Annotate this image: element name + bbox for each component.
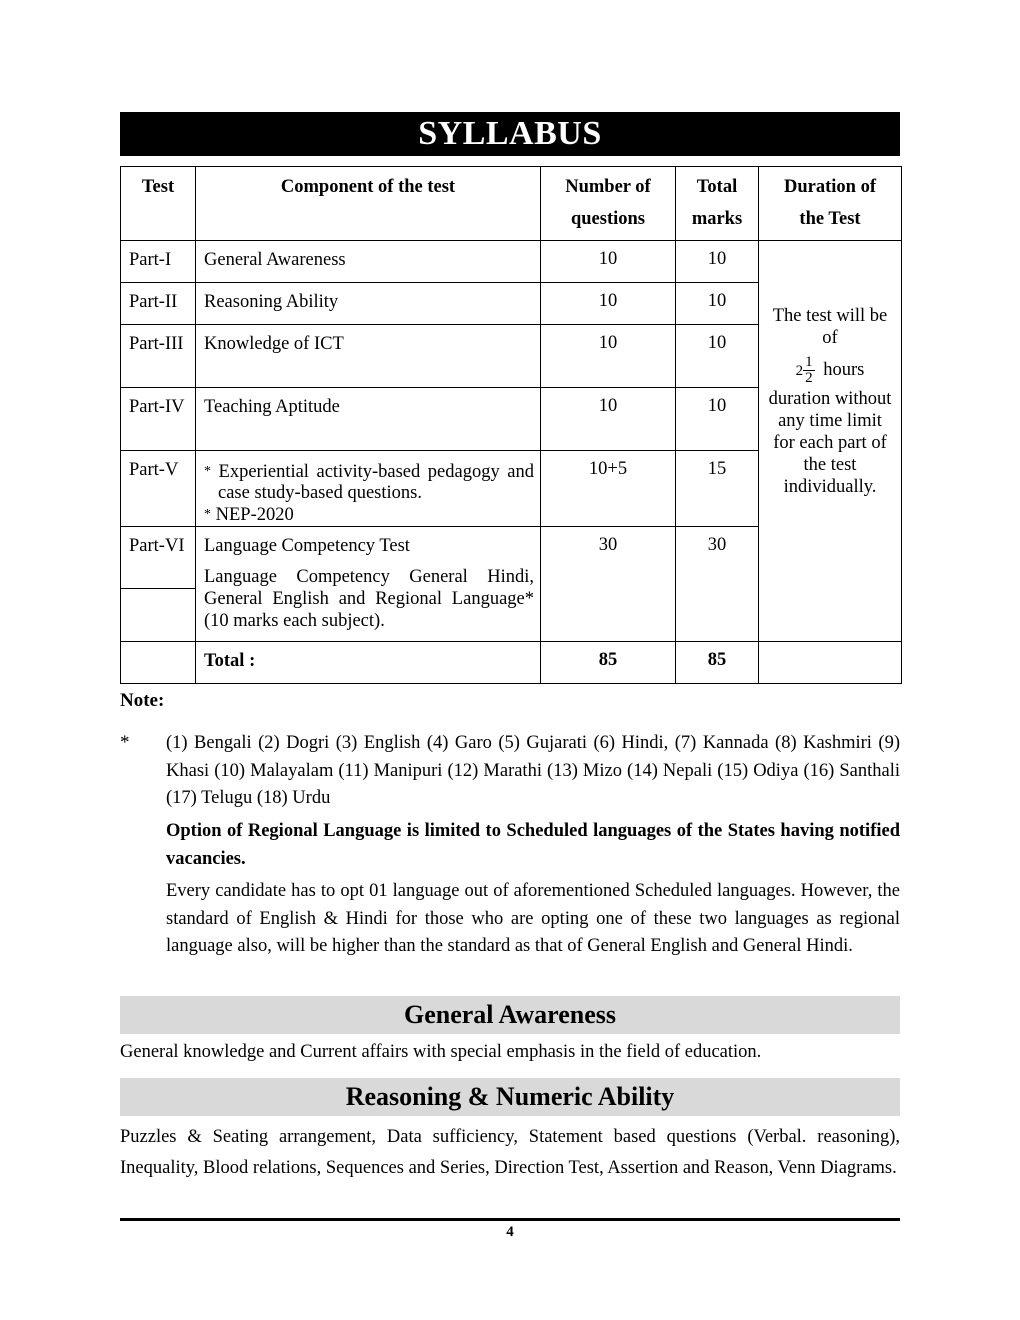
row-marks: 15: [676, 451, 759, 527]
empty-cell: [759, 642, 902, 684]
row-questions: 30: [541, 527, 676, 642]
row-part: Part-III: [121, 325, 196, 388]
row-marks: 10: [676, 283, 759, 325]
row-questions: 10: [541, 241, 676, 283]
row-component: [196, 527, 541, 642]
row-part: Part-II: [121, 283, 196, 325]
note-title: Note:: [120, 690, 165, 711]
row-component: General Awareness: [196, 241, 541, 283]
total-row: [121, 642, 902, 684]
header-marks: Total marks: [676, 167, 759, 241]
reasoning-heading: Reasoning & Numeric Ability: [120, 1078, 900, 1116]
reasoning-text: Puzzles & Seating arrangement, Data sufficiency, Statement based questions (Verbal. reasoning), Inequality, Blood relations, Sequences and Series, Direction Test, Assertion and Reason, Venn Diagrams.: [120, 1127, 900, 1178]
header-test: Test: [121, 167, 196, 241]
regional-language-note: Option of Regional Language is limited to Scheduled languages of the States having notified vacancies.: [166, 821, 900, 869]
syllabus-title: SYLLABUS: [120, 112, 900, 156]
footer-rule: [120, 1218, 900, 1221]
component-item: * NEP-2020: [204, 505, 294, 525]
row-part: Part-VI: [121, 527, 196, 589]
row-component: Reasoning Ability: [196, 283, 541, 325]
general-awareness-text: General knowledge and Current affairs with special emphasis in the field of education.: [120, 1042, 762, 1062]
total-marks: 85: [676, 642, 759, 684]
duration-cell: [759, 241, 902, 642]
duration-line1: The test will be of: [772, 305, 888, 348]
component-item: * Experiential activity-based pedagogy and case study-based questions.: [204, 462, 534, 503]
note-asterisk: *: [120, 732, 130, 753]
page-number: 4: [506, 1224, 514, 1240]
duration-hours: 2 $\frac{1}{2}$ hours: [795, 353, 865, 386]
row-questions: 10: [541, 283, 676, 325]
component-item: Language Competency General Hindi, General English and Regional Language* (10 marks each subject).: [204, 567, 534, 631]
row-questions: 10+5: [541, 451, 676, 527]
table-header-row: [121, 167, 902, 241]
general-awareness-heading: General Awareness: [120, 996, 900, 1034]
languages-list: (1) Bengali (2) Dogri (3) English (4) Garo (5) Gujarati (6) Hindi, (7) Kannada (8) Kashmiri (9) Khasi (10) Malayalam (11) Manipuri (12) Marathi (13) Mizo (14) Nepali (15) Odiya (16) Santhali (17) Telugu (18) Urdu: [166, 733, 900, 808]
row-component: [196, 451, 541, 527]
row-questions: 10: [541, 388, 676, 451]
row-part: Part-I: [121, 241, 196, 283]
row-marks: 10: [676, 325, 759, 388]
header-component: Component of the test: [196, 167, 541, 241]
language-standard-note: Every candidate has to opt 01 language out of aforementioned Scheduled languages. However, the standard of English & Hindi for those who are opting one of these two languages as regional language also, will be higher than the standard as that of General English and General Hindi.: [166, 881, 900, 956]
row-component: Teaching Aptitude: [196, 388, 541, 451]
total-questions: 85: [541, 642, 676, 684]
row-questions: 10: [541, 325, 676, 388]
total-label: Total :: [196, 642, 541, 684]
row-marks: 10: [676, 241, 759, 283]
row-part: Part-V: [121, 451, 196, 527]
component-item: Language Competency Test: [204, 536, 410, 556]
row-marks: 10: [676, 388, 759, 451]
header-questions: Number of questions: [541, 167, 676, 241]
duration-line2: duration without any time limit for each part of the test individually.: [768, 388, 892, 497]
empty-cell: [121, 642, 196, 684]
table-row: [121, 241, 902, 283]
syllabus-table: [120, 166, 902, 684]
row-component: Knowledge of ICT: [196, 325, 541, 388]
row-part: Part-IV: [121, 388, 196, 451]
empty-cell: [121, 589, 196, 642]
header-duration: Duration of the Test: [759, 167, 902, 241]
row-marks: 30: [676, 527, 759, 642]
